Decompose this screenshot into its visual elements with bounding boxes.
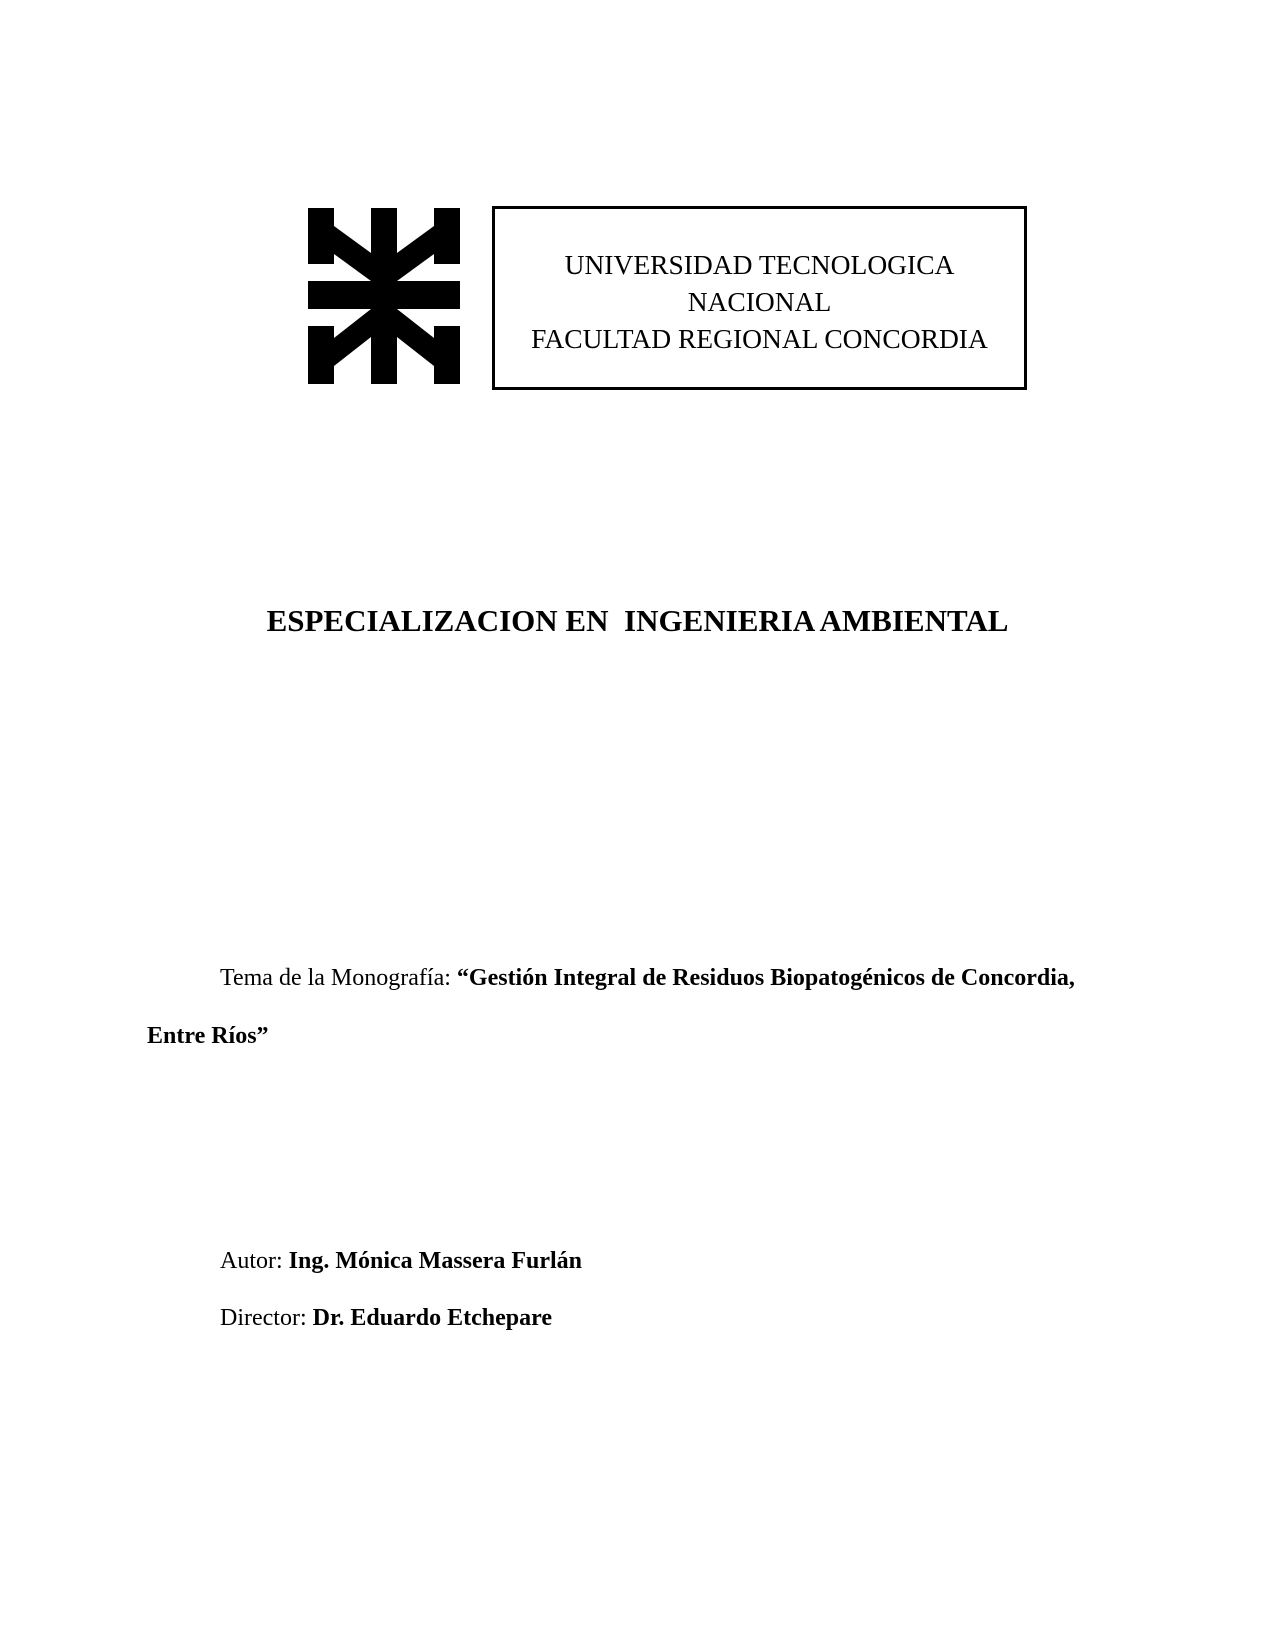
university-name-line2: NACIONAL <box>687 286 832 317</box>
program-title: ESPECIALIZACION EN INGENIERIA AMBIENTAL <box>266 603 1009 638</box>
topic-line1 <box>220 963 1075 993</box>
director-name: Dr. Eduardo Etchepare <box>312 1305 552 1331</box>
utn-logo <box>308 208 460 384</box>
topic-title-part1: “Gestión Integral de Residuos Biopatogénicos de Concordia, <box>456 965 1075 991</box>
topic-title-part2: Entre Ríos” <box>147 1023 269 1049</box>
faculty-name: FACULTAD REGIONAL CONCORDIA <box>531 323 988 354</box>
university-name-line1: UNIVERSIDAD TECNOLOGICA <box>564 249 955 280</box>
topic-label: Tema de la Monografía: <box>220 965 457 991</box>
author-name: Ing. Mónica Massera Furlán <box>288 1248 582 1274</box>
director-label: Director: <box>220 1305 313 1331</box>
university-box <box>492 206 1027 390</box>
author-line <box>220 1246 582 1276</box>
author-label: Autor: <box>220 1248 289 1274</box>
director-line <box>220 1303 552 1333</box>
